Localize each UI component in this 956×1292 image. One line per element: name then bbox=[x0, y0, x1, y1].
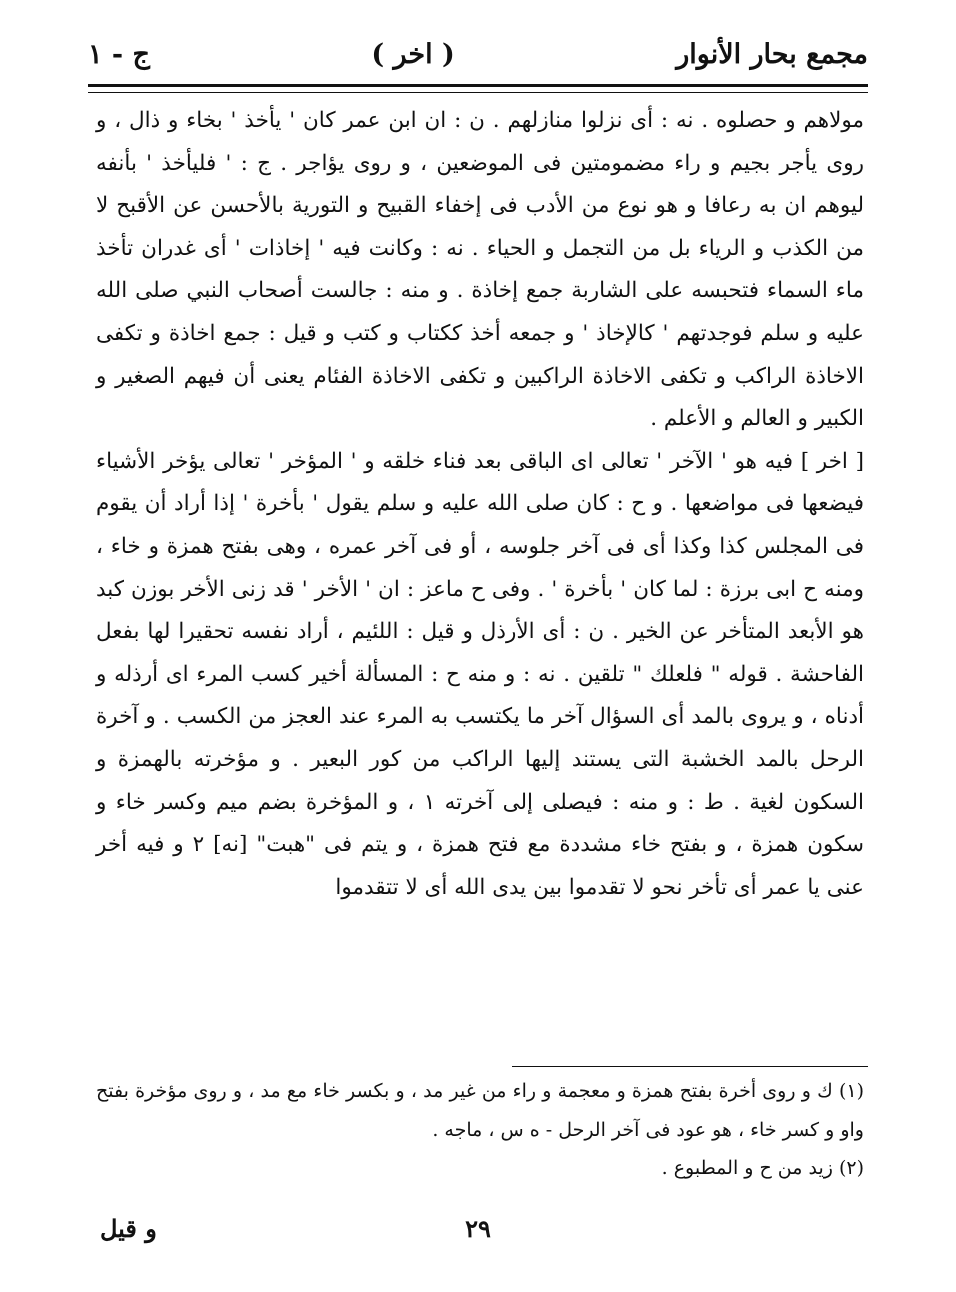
book-title: مجمع بحار الأنوار bbox=[676, 38, 868, 70]
header-rule-thin bbox=[88, 92, 868, 93]
paragraph: مولاهم و حصلوه . نه : أى نزلوا منازلهم . ن : ان ابن عمر كان ' يأخذ ' بخاء و ذال ، و روى يأجر بجيم و راء مضمومتين فى الموضعين ، و روى يؤاجر . ج : ' فليأخذ ' بأنفه ليوهم ان به رعافا و هو نوع من الأدب فى إخفاء القبيح و التورية بالأحسن عن الأقبح لا من الكذب و الرياء بل من التجمل و الحياء . نه : وكانت فيه ' إخاذات ' أى غدران تأخذ ماء السماء فتحبسه على الشاربة جمع إخاذة . و منه : جالست أصحاب النبي صلى الله عليه و سلم فوجدتهم ' كالإخاذ ' و جمعه أخذ ككتاب و كتب و قيل : جمع اخاذة و تكفى الاخاذة الراكب و تكفى الاخاذة الراكبين و تكفى الاخاذة الفئام يعنى أن فيهم الصغير و الكبير و العالم و الأعلم . bbox=[96, 108, 864, 432]
page-footer bbox=[100, 1208, 856, 1248]
page-number: ٢٩ bbox=[465, 1213, 491, 1243]
footnote-rule bbox=[512, 1066, 868, 1067]
running-header bbox=[88, 30, 868, 78]
paragraph: [ اخر ] فيه هو ' الآخر ' تعالى اى الباقى بعد فناء خلقه و ' المؤخر ' تعالى يؤخر الأشياء فيضعها فى مواضعها . و ح : كان صلى الله عليه و سلم يقول ' بأخرة ' إذا أراد أن يقوم فى المجلس كذا وكذا أى فى آخر جلوسه ، أو فى آخر عمره ، وهى بفتح همزة و خاء ، ومنه ح ابى برزة : لما كان ' بأخرة ' . وفى ح ماعز : ان ' الأخر ' قد زنى الأخر بوزن كبد هو الأبعد المتأخر عن الخير . ن : أى الأرذل و قيل : اللئيم ، أراد نفسه تحقيرا لها بفعل الفاحشة . قوله " فلعلك " تلقين . نه : و منه ح : المسألة أخير كسب المرء اى أرذله و أدناه ، و يروى بالمد أى السؤال آخر ما يكتسب به المرء عند العجز من الكسب . و آخرة الرحل بالمد الخشبة التى يستند إليها الراكب من كور البعير . و مؤخرته بالهمزة و السكون لغية . ط : و منه : فيصلى إلى آخرته ١ ، و المؤخرة بضم ميم وكسر خاء و سكون همزة ، و بفتح خاء مشددة مع فتح همزة ، و يتم فى "هبت" [نه] ٢ و فيه أخر عنى يا عمر أى تأخر نحو لا تقدموا بين يدى الله أى لا تتقدموا bbox=[96, 448, 864, 900]
footnote: (٢) زيد من ح و المطبوع . bbox=[661, 1157, 864, 1179]
header-rule-thick bbox=[88, 84, 868, 87]
main-text bbox=[96, 100, 864, 1060]
catchword: و قيل bbox=[100, 1213, 157, 1243]
footnote: (١) ك و روى أخرة بفتح همزة و معجمة و راء من غير مد ، و بكسر خاء مع مد ، و روى مؤخرة بفتح واو و كسر خاء ، هو عود فى آخر الرحل - ه س ، ماجه . bbox=[96, 1080, 864, 1141]
footnotes bbox=[96, 1072, 864, 1188]
volume-number: ج - ١ bbox=[88, 38, 150, 70]
entry-word: ( اخر ) bbox=[371, 38, 455, 70]
